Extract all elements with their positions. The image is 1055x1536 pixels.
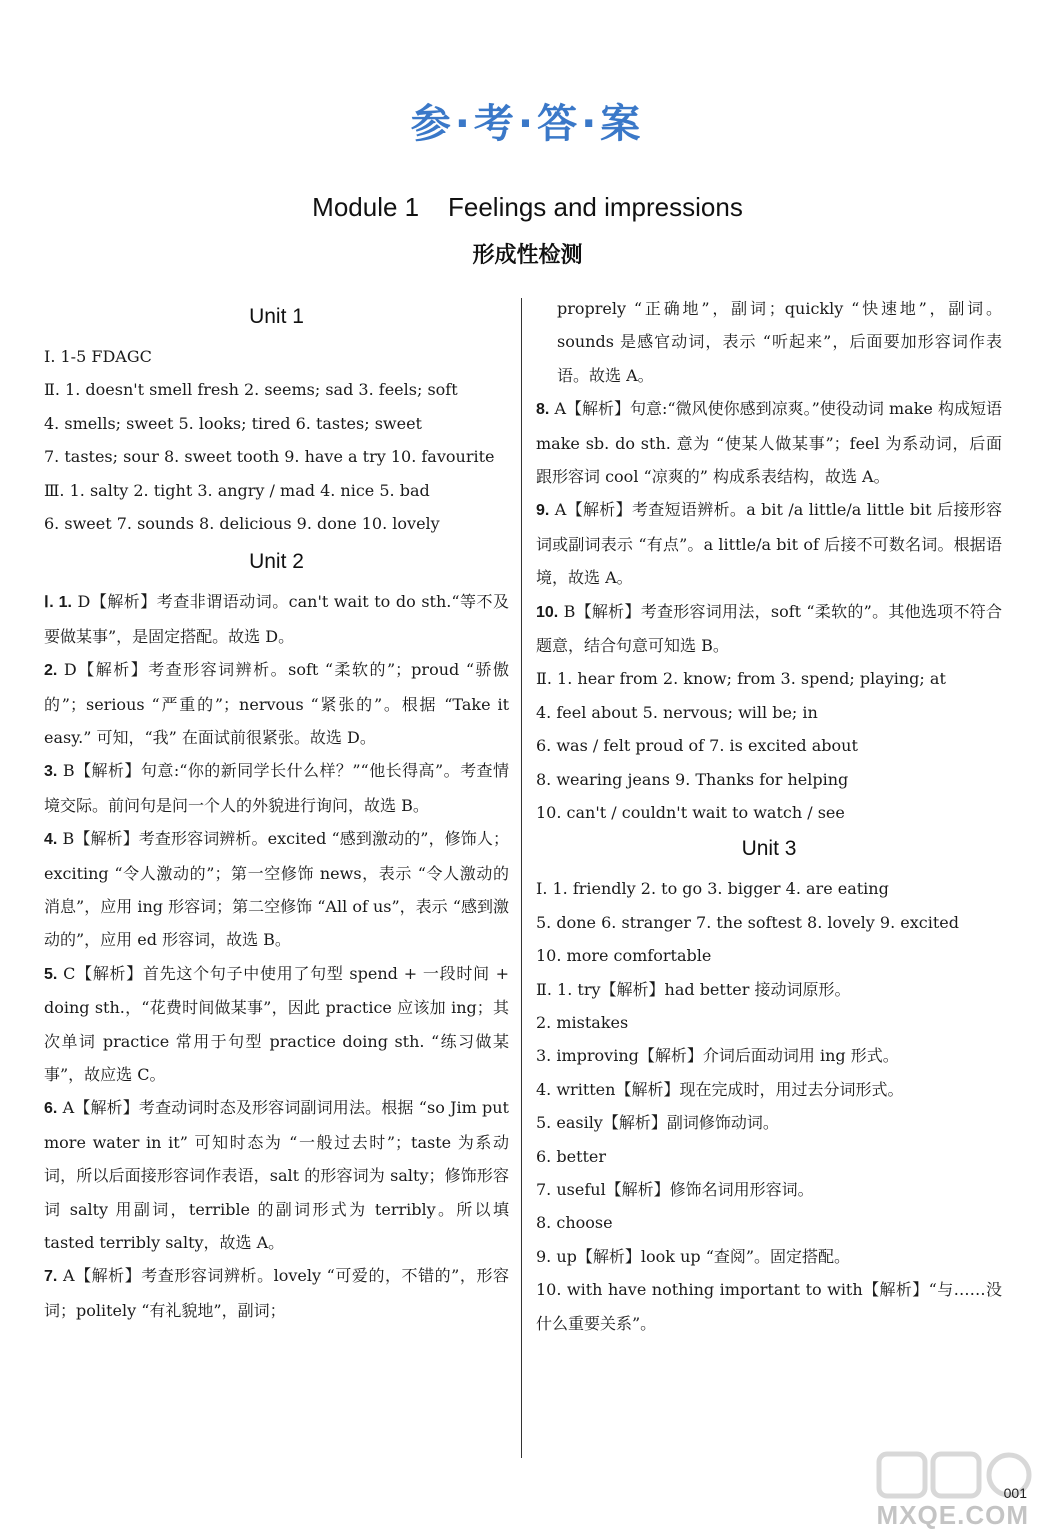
- unit1-line: Ⅰ. 1-5 FDAGC: [44, 347, 152, 366]
- unit2-item: [44, 754, 509, 822]
- unit2-item: [44, 653, 509, 754]
- unit3-line: 8. choose: [536, 1213, 613, 1233]
- unit1-line: Ⅱ. 1. doesn't smell fresh 2. seems; sad 3. feels; soft: [44, 380, 458, 400]
- unit1-line: Ⅲ. 1. salty 2. tight 3. angry / mad 4. nice 5. bad: [44, 480, 430, 500]
- unit2-item: [536, 493, 1002, 594]
- left-column: [44, 297, 509, 1327]
- unit2-item: [536, 392, 1002, 493]
- item-text: A【解析】句意:“微风使你感到凉爽。”使役动词 make 构成短语 make sb. do sth. 意为 “使某人做某事”；feel 为系动词，后面跟形容词 cool “凉爽的” 构成系表结构，故选 A。: [536, 399, 1002, 487]
- item-text: C【解析】首先这个句子中使用了句型 spend + 一段时间 + doing sth.，“花费时间做某事”，因此 practice 应该加 ing；其次单词 practice 常用于句型 practice doing sth. “练习做某事”，故应选 C。: [44, 963, 509, 1085]
- column-divider: [521, 298, 522, 1458]
- item7-continuation: proprely “正确地”，副词；quickly “快速地”，副词。sounds 是感官动词，表示 “听起来”，后面要加形容词作表语。故选 A。: [557, 299, 1002, 385]
- item-number: 2.: [44, 662, 58, 680]
- unit3-line: 5. easily【解析】副词修饰动词。: [536, 1113, 779, 1133]
- part2-line: 10. can't / couldn't wait to watch / see: [536, 803, 845, 823]
- unit3-heading: Unit 3: [741, 837, 797, 861]
- item-number: 8.: [536, 401, 550, 419]
- item-text: A【解析】考查形容词辨析。lovely “可爱的，不错的”，形容词；politely “有礼貌地”，副词；: [44, 1266, 509, 1320]
- part2-line: 4. feel about 5. nervous; will be; in: [536, 702, 818, 722]
- unit1-heading: Unit 1: [249, 305, 304, 328]
- unit3-line: 3. improving【解析】介词后面动词用 ing 形式。: [536, 1046, 899, 1066]
- unit2-item: [44, 1259, 509, 1327]
- item-text: B【解析】考查形容词用法，soft “柔软的”。其他选项不符合题意，结合句意可知选 B。: [536, 601, 1002, 656]
- unit3-line: Ⅱ. 1. try【解析】had better 接动词原形。: [536, 979, 851, 999]
- item-text: B【解析】句意:“你的新同学长什么样？”“他长得高”。考查情境交际。前问句是问一个人的外貌进行询问，故选 B。: [44, 761, 509, 815]
- unit3-line: 6. better: [536, 1146, 607, 1166]
- unit3-line: Ⅰ. 1. friendly 2. to go 3. bigger 4. are eating: [536, 879, 889, 899]
- item-text: A【解析】考查动词时态及形容词副词用法。根据 “so Jim put more water in it” 可知时态为 “一般过去时”；taste 为系动词，所以后面接形容词作表语，salt 的形容词为 salty；修饰形容词 salty 用副词，terrible 的副词形式为 terribly。所以填 tasted terribly salty，故选 A。: [44, 1098, 509, 1253]
- unit3-line: 2. mistakes: [536, 1012, 629, 1032]
- item-text: D【解析】考查非谓语动词。can't wait to do sth.“等不及要做某事”，是固定搭配。故选 D。: [44, 592, 509, 646]
- unit2-item: [44, 585, 509, 653]
- unit3-line: 10. more comfortable: [536, 946, 712, 966]
- unit2-item: [44, 822, 509, 957]
- section-subtitle: 形成性检测: [472, 243, 583, 268]
- unit2-heading: Unit 2: [249, 550, 304, 574]
- unit3-line: 5. done 6. stranger 7. the softest 8. lovely 9. excited: [536, 912, 959, 932]
- part2-line: 6. was / felt proud of 7. is excited about: [536, 736, 858, 756]
- right-column: [536, 292, 1002, 1340]
- unit2-item: [536, 595, 1002, 663]
- item-text: A【解析】考查短语辨析。a bit /a little/a little bit 后接形容词或副词表示 “有点”。a little/a bit of 后接不可数名词。根据语境，故选 A。: [536, 500, 1002, 588]
- item-number: 4.: [44, 831, 58, 849]
- watermark-text: MXQE.COM: [876, 1500, 1029, 1530]
- unit2-item: [44, 1091, 509, 1259]
- item-number: 9.: [536, 502, 550, 520]
- unit1-line: 4. smells; sweet 5. looks; tired 6. tastes; sweet: [44, 413, 422, 433]
- part2-line: 8. wearing jeans 9. Thanks for helping: [536, 769, 849, 789]
- unit3-last-item: 10. with have nothing important to with【解析】“与……没什么重要关系”。: [536, 1280, 1002, 1333]
- unit3-line: 9. up【解析】look up “查阅”。固定搭配。: [536, 1246, 851, 1266]
- answer-banner: 参·考·答·案: [410, 101, 645, 147]
- item-number: 5.: [44, 965, 58, 983]
- unit2-item: [44, 957, 509, 1092]
- item-number: 3.: [44, 763, 58, 781]
- item-text: D【解析】考查形容词辨析。soft “柔软的”；proud “骄傲的”；serious “严重的”；nervous “紧张的”。根据 “Take it easy.” 可知，“我” 在面试前很紧张。故选 D。: [44, 660, 509, 747]
- item-text: B【解析】考查形容词辨析。excited “感到激动的”，修饰人；exciting “令人激动的”；第一空修饰 news，表示 “令人激动的消息”，应用 ing 形容词；第二空修饰 “All of us”，表示 “感到激动的”，应用 ed 形容词，故选 B。: [44, 829, 509, 950]
- item-number: Ⅰ. 1.: [44, 594, 72, 612]
- unit3-line: 7. useful【解析】修饰名词用形容词。: [536, 1179, 814, 1199]
- part2-line: Ⅱ. 1. hear from 2. know; from 3. spend; playing; at: [536, 669, 946, 689]
- item-number: 6.: [44, 1100, 58, 1118]
- unit1-line: 6. sweet 7. sounds 8. delicious 9. done 10. lovely: [44, 513, 440, 533]
- module-title: Module 1 Feelings and impressions: [312, 192, 743, 222]
- unit3-line: 4. written【解析】现在完成时，用过去分词形式。: [536, 1079, 904, 1099]
- item-number: 7.: [44, 1268, 58, 1286]
- page-number: 001: [1003, 1485, 1027, 1501]
- unit1-line: 7. tastes; sour 8. sweet tooth 9. have a try 10. favourite: [44, 447, 495, 467]
- item-number: 10.: [536, 603, 559, 621]
